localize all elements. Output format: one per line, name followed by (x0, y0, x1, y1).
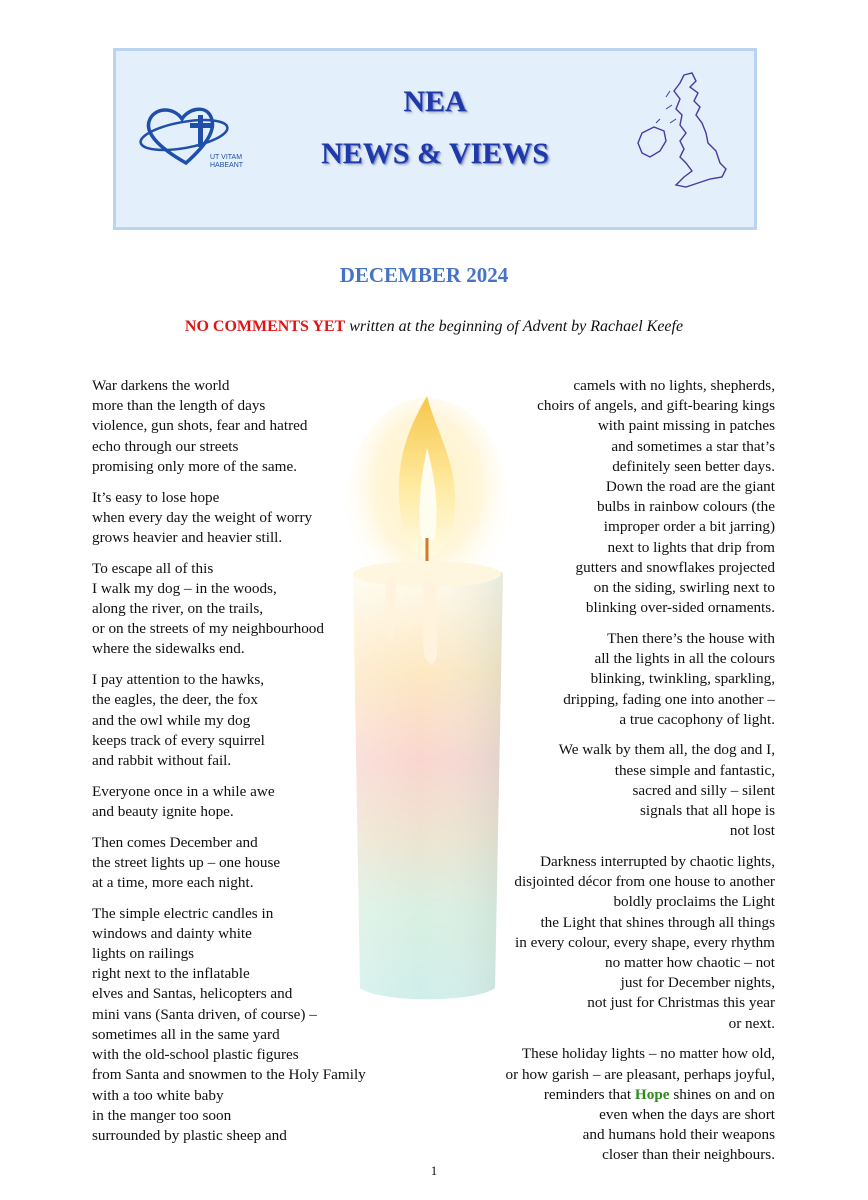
left-stanza: War darkens the world more than the length of days violence, gun shots, fear and hatred echo through our streets promising only more of the same. (92, 377, 308, 475)
logo-text-line1: UT VITAM (210, 154, 243, 161)
poem-left-column (92, 376, 366, 1157)
poem-subtitle (0, 318, 868, 336)
right-stanza: camels with no lights, shepherds, choirs of angels, and gift-bearing kings with paint missing in patches and sometimes a star that’s definitely seen better days. Down the road are the giant bulbs in rainbow colours (the improper order a bit jarring) next to lights that drip from gutters and snowflakes projected on the siding, swirling next to blinking over-sided ornaments. (537, 377, 775, 617)
final-stanza-end: shines on and on even when the days are short and humans hold their weapons closer than their neighbours. (582, 1085, 775, 1164)
left-stanza: To escape all of this I walk my dog – in the woods, along the river, on the trails, or on the streets of my neighbourhood where the sidewalks end. (92, 559, 324, 658)
banner-title-line1: NEA (403, 85, 467, 118)
poem-right-column (506, 376, 776, 1176)
right-stanza: We walk by them all, the dog and I, these simple and fantastic, sacred and silly – silent signals that all hope is not lost (558, 741, 775, 840)
final-stanza-start: These holiday lights – no matter how old, or how garish – are pleasant, perhaps joyful, reminders that (505, 1045, 775, 1103)
right-stanza: Then there’s the house with all the lights in all the colours blinking, twinkling, sparkling, dripping, fading one into another – a true cacophony of light. (563, 629, 775, 728)
page-number: 1 (430, 1163, 438, 1178)
right-stanza: Darkness interrupted by chaotic lights, disjointed décor from one house to another boldly proclaims the Light the Light that shines through all things in every colour, every shape, every rhythm no matter how chaotic – not just for December nights, not just for Christmas this year or next. (514, 852, 775, 1032)
uk-ireland-map-icon (636, 71, 736, 196)
banner-title-line2: NEWS & VIEWS (321, 137, 549, 170)
left-stanza: I pay attention to the hawks, the eagles, the deer, the fox and the owl while my dog keeps track of every squirrel and rabbit without fail. (92, 671, 265, 769)
issue-date: DECEMBER 2024 (339, 263, 509, 287)
final-stanza (506, 1044, 776, 1165)
poem-byline: written at the beginning of Advent by Rachael Keefe (345, 318, 684, 335)
left-stanza: Everyone once in a while awe and beauty ignite hope. (92, 782, 275, 820)
hope-word: Hope (634, 1085, 670, 1103)
left-stanza: Then comes December and the street lights up – one house at a time, more each night. (92, 833, 281, 891)
poem-title: NO COMMENTS YET (184, 318, 346, 335)
header-banner (113, 48, 757, 230)
logo-text-line2: HABEANT (210, 162, 244, 169)
candle-image-icon (345, 388, 510, 1008)
left-stanza: It’s easy to lose hope when every day the weight of worry grows heavier and heavier still. (92, 488, 313, 546)
left-stanza: The simple electric candles in windows and dainty white lights on railings right next to the inflatable elves and Santas, helicopters and mini vans (Santa driven, of course) – sometimes all in the same yard with the old-school plastic figures from Santa and snowmen to the Holy Family with a too white baby in the manger too soon surrounded by plastic sheep and (92, 904, 366, 1144)
